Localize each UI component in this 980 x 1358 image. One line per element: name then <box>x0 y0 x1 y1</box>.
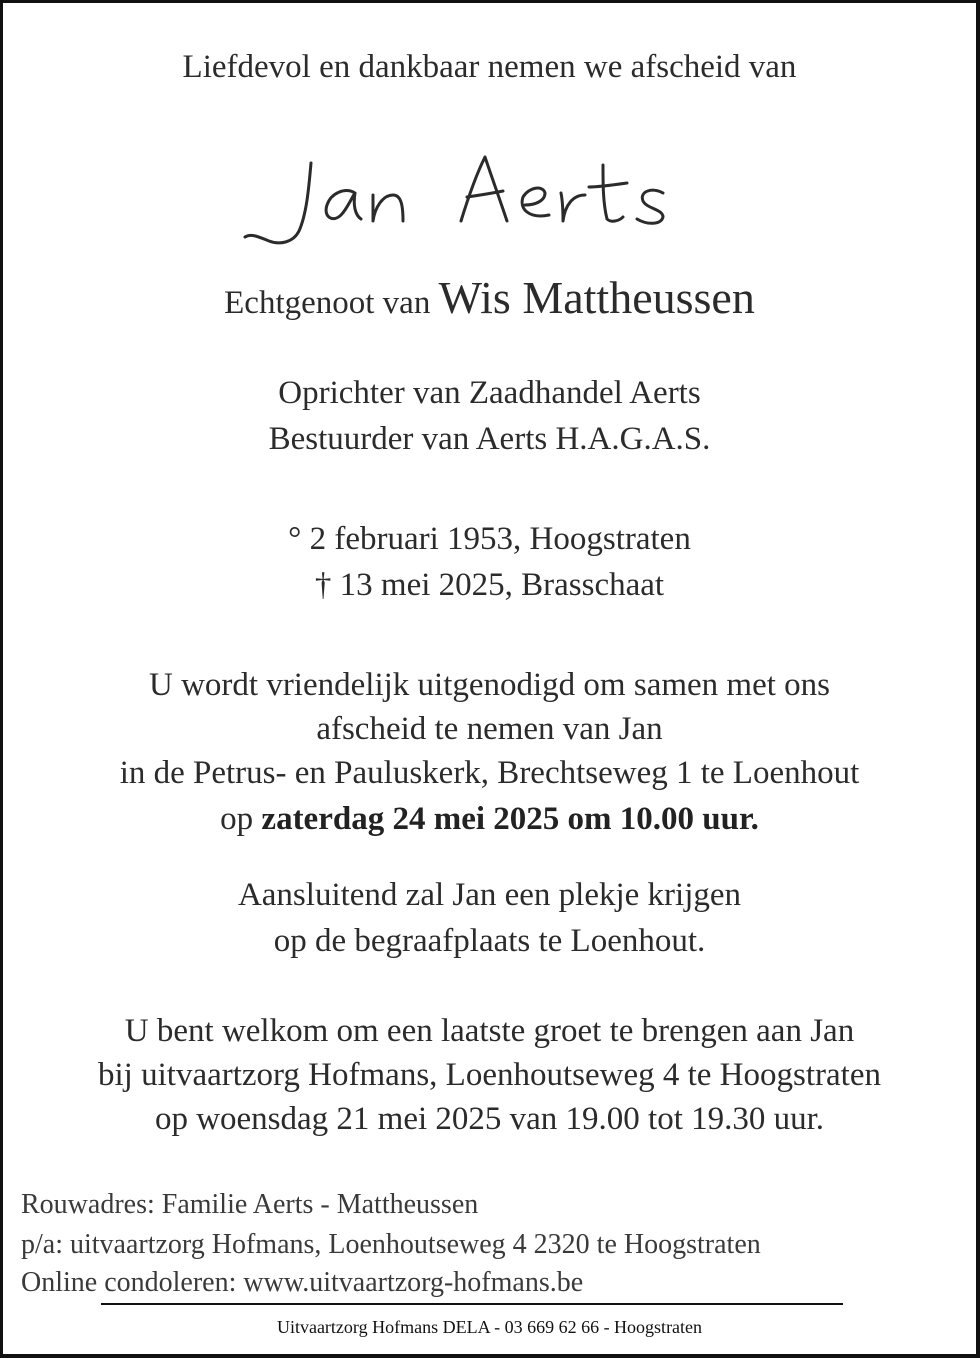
invitation-line-3: in de Petrus- en Pauluskerk, Brechtseweg 1 te Loenhout <box>119 755 860 791</box>
spouse-prefix: Echtgenoot van <box>224 285 431 321</box>
invitation-line-2: afscheid te nemen van Jan <box>316 711 663 747</box>
role-director: Bestuurder van Aerts H.A.G.A.S. <box>268 421 711 457</box>
mourning-address: Rouwadres: Familie Aerts - Mattheussen <box>21 1189 479 1220</box>
invitation-line-1: U wordt vriendelijk uitgenodigd om samen met ons <box>149 667 830 703</box>
burial-line-2: op de begraafplaats te Loenhout. <box>273 923 706 959</box>
footer-divider <box>101 1303 843 1305</box>
visitation-line-1: U bent welkom om een laatste groet te brengen aan Jan <box>124 1013 855 1049</box>
invitation-line-4 <box>3 801 976 838</box>
death-info: † 13 mei 2025, Brasschaat <box>314 567 665 603</box>
visitation-line-3: op woensdag 21 mei 2025 van 19.00 tot 19.30 uur. <box>154 1101 825 1137</box>
deceased-name-handwritten <box>233 135 713 255</box>
care-of-address: p/a: uitvaartzorg Hofmans, Loenhoutseweg 4 2320 te Hoogstraten <box>21 1229 761 1260</box>
intro-text: Liefdevol en dankbaar nemen we afscheid van <box>182 49 797 85</box>
footer-funeral-home: Uitvaartzorg Hofmans DELA - 03 669 62 66 - Hoogstraten <box>276 1317 703 1337</box>
birth-info: ° 2 februari 1953, Hoogstraten <box>288 521 691 557</box>
visitation-line-2: bij uitvaartzorg Hofmans, Loenhoutseweg 4 te Hoogstraten <box>98 1057 881 1093</box>
spouse-name: Wis Mattheussen <box>438 272 755 323</box>
invitation-prefix: op <box>220 801 254 837</box>
ceremony-date-time: zaterdag 24 mei 2025 om 10.00 uur. <box>261 801 759 837</box>
burial-line-1: Aansluitend zal Jan een plekje krijgen <box>237 877 742 913</box>
online-condolence: Online condoleren: www.uitvaartzorg-hofmans.be <box>21 1267 584 1298</box>
role-founder: Oprichter van Zaadhandel Aerts <box>278 375 701 411</box>
spouse-line <box>3 271 976 324</box>
